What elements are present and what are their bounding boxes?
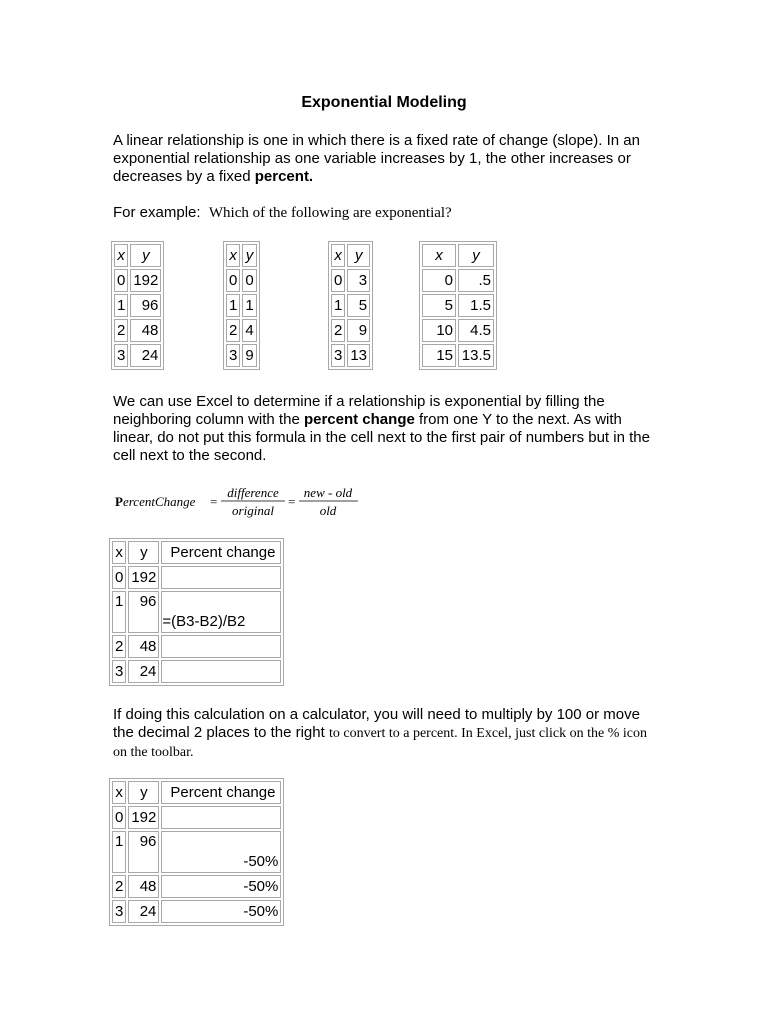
table-cell: 96	[130, 294, 161, 317]
table-cell	[161, 806, 281, 829]
header-cell: x	[226, 244, 240, 267]
table-cell: 1	[112, 591, 126, 633]
example-table-3	[328, 241, 373, 370]
table-cell: 13	[347, 344, 370, 367]
example-line	[113, 204, 658, 222]
excel-text-2: from one Y to the next. As with linear, do not put this formula in the cell next to the first pair of numbers but in the cell next to the second.	[113, 411, 650, 464]
table-cell	[161, 660, 281, 683]
header-cell: x	[112, 541, 126, 564]
table-cell	[161, 635, 281, 658]
formula-equals-1: =	[210, 494, 218, 509]
calculator-paragraph	[113, 706, 658, 762]
table-cell: 3	[331, 344, 345, 367]
table-cell: 4	[242, 319, 256, 342]
formula-equals-2: =	[288, 494, 296, 509]
table-row	[112, 591, 281, 633]
table-cell: 1.5	[458, 294, 494, 317]
formula-numerator-2: new - old	[303, 485, 353, 500]
table-cell: 192	[128, 566, 159, 589]
table-cell: 0	[422, 269, 456, 292]
table-row	[112, 900, 281, 923]
table-cell: 0	[114, 269, 128, 292]
table-cell	[161, 566, 281, 589]
calc-text-1: If doing this calculation on a calculator, you will need to multiply by 100 or move the decimal 2 places to the right	[113, 706, 640, 741]
table-cell: 24	[128, 660, 159, 683]
table-cell: 2	[114, 319, 128, 342]
table-cell: 2	[112, 875, 126, 898]
header-cell: x	[114, 244, 128, 267]
header-cell: x	[422, 244, 456, 267]
table-row	[112, 875, 281, 898]
table-cell: 1	[112, 831, 126, 873]
example-table-1	[111, 241, 164, 370]
table-cell: 0	[112, 566, 126, 589]
intro-text: A linear relationship is one in which there is a fixed rate of change (slope). In an exponential relationship as one variable increases by 1, the other increases or decreases by a fixed	[113, 132, 640, 185]
table-cell: 48	[128, 635, 159, 658]
header-cell: Percent change	[161, 541, 281, 564]
table-cell: 1	[226, 294, 240, 317]
header-cell: Percent change	[161, 781, 281, 804]
table-cell: 0	[112, 806, 126, 829]
table-cell: 3	[112, 660, 126, 683]
table-row	[112, 831, 281, 873]
table-cell: -50%	[161, 831, 281, 873]
table-cell: 3	[226, 344, 240, 367]
example-table-2	[223, 241, 260, 370]
table-cell: 0	[226, 269, 240, 292]
table-cell: -50%	[161, 900, 281, 923]
percent-change-formula	[113, 480, 373, 524]
table-cell: 96	[128, 591, 159, 633]
header-cell: x	[112, 781, 126, 804]
formula-numerator-1: difference	[227, 485, 279, 500]
table-cell: -50%	[161, 875, 281, 898]
table-cell: 2	[331, 319, 345, 342]
table-row	[112, 566, 281, 589]
table-cell: 24	[128, 900, 159, 923]
page-title: Exponential Modeling	[301, 94, 467, 111]
intro-bold: percent.	[254, 168, 314, 185]
table-cell: 48	[128, 875, 159, 898]
table-row	[112, 806, 281, 829]
table-cell: 2	[226, 319, 240, 342]
table-cell: 10	[422, 319, 456, 342]
table-cell: 9	[242, 344, 256, 367]
formula-lhs: PercentChange	[115, 494, 196, 509]
intro-paragraph	[113, 132, 658, 186]
excel-text-1: We can use Excel to determine if a relationship is exponential by filling the neighboring column with the	[113, 393, 605, 428]
table-cell: 24	[130, 344, 161, 367]
excel-paragraph	[113, 393, 658, 465]
table-cell: 1	[242, 294, 256, 317]
table-cell: 192	[130, 269, 161, 292]
table-cell: 13.5	[458, 344, 494, 367]
formula-denominator-1: original	[232, 503, 274, 518]
table-cell: 1	[114, 294, 128, 317]
table-cell: 15	[422, 344, 456, 367]
table-cell: 96	[128, 831, 159, 873]
table-cell: 192	[128, 806, 159, 829]
table-cell: 0	[331, 269, 345, 292]
header-cell: y	[242, 244, 256, 267]
table-cell: 3	[114, 344, 128, 367]
header-cell: y	[130, 244, 161, 267]
example-table-4	[419, 241, 497, 370]
table-cell: 48	[130, 319, 161, 342]
table-cell: 5	[422, 294, 456, 317]
table-cell: 5	[347, 294, 370, 317]
table-row	[112, 660, 281, 683]
table-cell: 9	[347, 319, 370, 342]
header-cell: y	[128, 781, 159, 804]
table-cell: 4.5	[458, 319, 494, 342]
formula-denominator-2: old	[319, 503, 337, 518]
excel-bold: percent change	[303, 411, 415, 428]
header-cell: y	[347, 244, 370, 267]
table-row	[112, 635, 281, 658]
header-cell: y	[458, 244, 494, 267]
table-cell: .5	[458, 269, 494, 292]
table-cell: 3	[347, 269, 370, 292]
formula-cell: =(B3-B2)/B2	[161, 591, 281, 633]
table-cell: 3	[112, 900, 126, 923]
result-table	[109, 778, 284, 926]
example-question: Which of the following are exponential?	[208, 205, 452, 221]
header-cell: x	[331, 244, 345, 267]
table-cell: 2	[112, 635, 126, 658]
header-cell: y	[128, 541, 159, 564]
table-cell: 1	[331, 294, 345, 317]
formula-table	[109, 538, 284, 686]
table-cell: 0	[242, 269, 256, 292]
calc-text-2: to convert to a percent. In Excel, just click on the % icon on the toolbar.	[113, 726, 647, 760]
example-lead: For example:	[113, 204, 201, 221]
